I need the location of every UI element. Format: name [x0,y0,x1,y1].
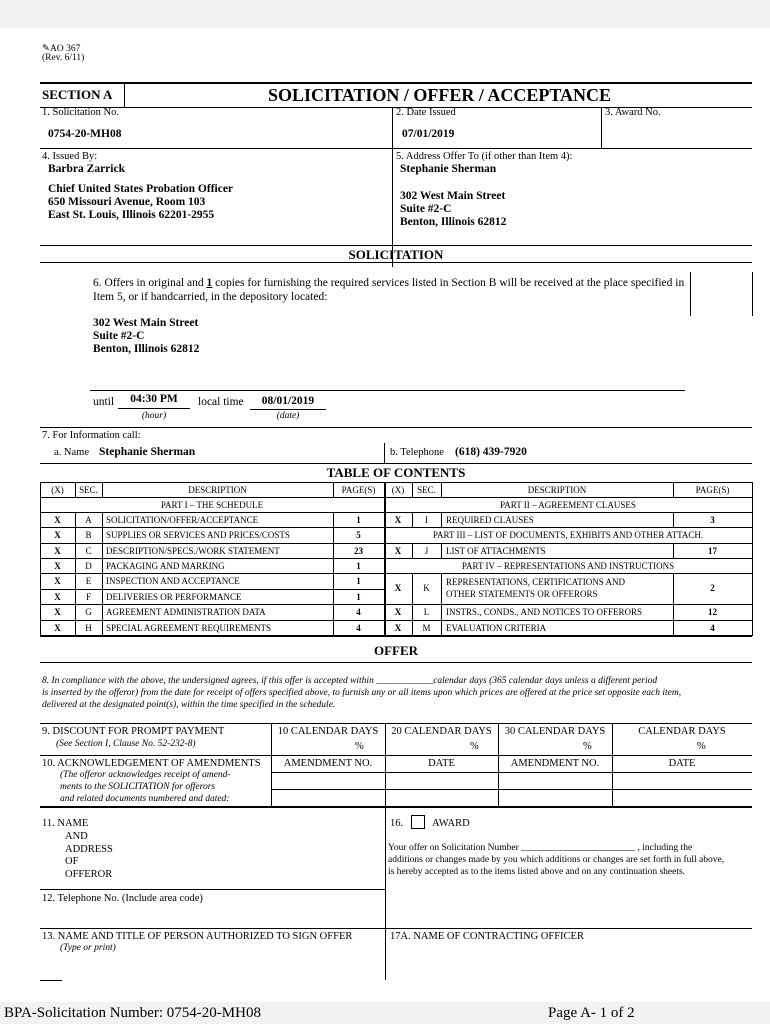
toc-row: X B SUPPLIES OR SERVICES AND PRICES/COSTS 5 PART III – LIST OF DOCUMENTS, EXHIBITS AND OTHER ATTACH. [40,528,752,543]
item2-label: 2. Date Issued [396,107,456,118]
local-time-label: local time [198,396,244,408]
discount-20-days: 20 CALENDAR DAYS [391,726,492,737]
amendment-no-header-2: AMENDMENT NO. [510,758,600,769]
award-checkbox[interactable] [411,815,425,829]
page-title: SOLICITATION / OFFER / ACCEPTANCE [268,85,612,105]
footer-solicitation-number: BPA-Solicitation Number: 0754-20-MH08 [4,1005,261,1021]
item13-label: 13. NAME AND TITLE OF PERSON AUTHORIZED TO SIGN OFFER [42,931,353,942]
discount-30-days: 30 CALENDAR DAYS [504,726,606,737]
part4-label: PART IV – REPRESENTATIONS AND INSTRUCTIONS [461,561,675,571]
item13-sub: (Type or print) [60,943,116,953]
issued-by-line2: 650 Missouri Avenue, Room 103 [48,196,206,208]
item8-line1: 8. In compliance with the above, the undersigned agrees, if this offer is accepted within ____________calendar days (365 calendar days unless a different period [42,676,658,686]
item10-sub1: (The offeror acknowledges receipt of amend- [60,770,231,780]
discount-calendar-days: CALENDAR DAYS [638,726,726,737]
pct-20-input[interactable]: % [470,741,479,752]
award-text-line2: additions or changes made by you which additions or changes are set forth in full above, [388,855,725,865]
due-time: 04:30 PM [130,393,178,405]
item5-label: 5. Address Offer To (if other than Item 4): [396,151,573,162]
item10-label: 10. ACKNOWLEDGEMENT OF AMENDMENTS [42,758,261,769]
toc-heading: TABLE OF CONTENTS [326,465,466,480]
due-date: 08/01/2019 [261,395,315,407]
toc-row: X E INSPECTION AND ACCEPTANCE 1 [54,576,361,586]
issued-by-line1: Chief United States Probation Officer [48,183,234,195]
date-issued: 07/01/2019 [402,128,455,140]
item7-tel-label: b. Telephone [390,447,444,458]
toc-row: X D PACKAGING AND MARKING 1 PART IV – REPRESENTATIONS AND INSTRUCTIONS [40,559,752,574]
item4-label: 4. Issued By: [42,151,98,162]
until-label: until [93,396,115,408]
part2-label: PART II – AGREEMENT CLAUSES [500,500,636,510]
item8-line2: is inserted by the offeror) from the date for receipt of offers specified above, to furnish any or all items upon which prices are offered at the price set opposite each item, [42,688,682,698]
pencil-icon: ✎ [42,44,50,54]
amendment-no-header: AMENDMENT NO. [283,758,373,769]
solicitation-number: 0754-20-MH08 [48,128,122,140]
footer [0,1002,770,1024]
offer-to-line1: 302 West Main Street [400,190,506,202]
solicitation-heading: SOLICITATION [348,247,444,262]
toc-row: X C DESCRIPTION/SPECS./WORK STATEMENT 23 X J LIST OF ATTACHMENTS 17 [54,546,717,556]
item11-label: 11. NAME AND ADDRESS OF OFFEROR [42,818,113,881]
toc-row-k: X K REPRESENTATIONS, CERTIFICATIONS AND OTHER STATEMENTS OR OFFERORS 2 [394,577,715,599]
issued-by-name: Barbra Zarrick [48,163,125,175]
depository-line1: 302 West Main Street [93,317,199,329]
offer-to-line3: Benton, Illinois 62812 [400,216,507,228]
amendment-date-header-2: DATE [668,758,696,769]
issued-by-line3: East St. Louis, Illinois 62201-2955 [48,209,215,221]
date-caption: (date) [276,411,300,421]
pct-cal-input[interactable]: % [697,741,706,752]
item6-text: 6. Offers in original and 1 copies for furnishing the required services listed in Section B will be received at the place specified in [93,277,685,289]
item9-label: 9. DISCOUNT FOR PROMPT PAYMENT [42,726,225,737]
page-number: Page A- 1 of 2 [548,1005,635,1021]
item10-sub3: and related documents numbered and dated: [60,794,230,804]
item1-label: 1. Solicitation No. [42,107,119,118]
item7-label: 7. For Information call: [42,430,141,441]
depository-line3: Benton, Illinois 62812 [93,343,200,355]
section-label: SECTION A [42,87,113,102]
offer-to-name: Stephanie Sherman [400,163,497,175]
award-label: AWARD [432,818,470,829]
offer-to-line2: Suite #2-C [400,203,452,215]
part3-label: PART III – LIST OF DOCUMENTS, EXHIBITS AND OTHER ATTACH. [432,530,704,540]
toc-header-row: (X) SEC. DESCRIPTION PAGE(S) (X) SEC. DESCRIPTION PAGE(S) [51,485,730,495]
award-text-line3: is hereby accepted as to the items listed above and on any continuation sheets. [388,867,686,877]
hour-caption: (hour) [141,411,167,421]
toc-row: X G AGREEMENT ADMINISTRATION DATA 4 X L INSTRS., CONDS., AND NOTICES TO OFFERORS 12 [54,607,717,617]
item10-sub2: ments to the SOLICITATION for offerors [60,782,216,792]
item9-sub: (See Section I, Clause No. 52-232-8) [56,739,196,749]
contact-telephone: (618) 439-7920 [455,446,527,458]
part1-label: PART I – THE SCHEDULE [160,500,264,510]
item3-label: 3. Award No. [605,107,661,118]
amendment-date-header: DATE [428,758,455,769]
pct-30-input[interactable]: % [583,741,592,752]
offer-heading: OFFER [373,643,419,658]
discount-10-days: 10 CALENDAR DAYS [277,726,379,737]
toc-row: X H SPECIAL AGREEMENT REQUIREMENTS 4 X M EVALUATION CRITERIA 4 [54,623,715,633]
toc-row: X A SOLICITATION/OFFER/ACCEPTANCE 1 X I REQUIRED CLAUSES 3 [54,515,715,525]
item8-line3: delivered at the designated point(s), within the time specified in the schedule. [42,700,336,710]
toc-part-row [40,498,752,513]
form-revision: (Rev. 6/11) [42,53,85,63]
award-text-line1: Your offer on Solicitation Number ________________________ , including the [388,843,693,853]
item12-label: 12. Telephone No. (Include area code) [42,893,203,904]
toc-row: X F DELIVERIES OR PERFORMANCE 1 [54,592,361,602]
form-number: ✎AO 367 [42,44,81,54]
item7-name-label: a. Name [54,447,89,458]
divider [40,82,752,84]
item6-text-line2: Item 5, or if handcarried, in the depository located: [93,291,328,303]
pct-10-input[interactable]: % [355,741,364,752]
item17a-label: 17A. NAME OF CONTRACTING OFFICER [390,931,584,942]
depository-line2: Suite #2-C [93,330,145,342]
contact-name: Stephanie Sherman [99,446,196,458]
item16-label: 16. [390,818,404,829]
